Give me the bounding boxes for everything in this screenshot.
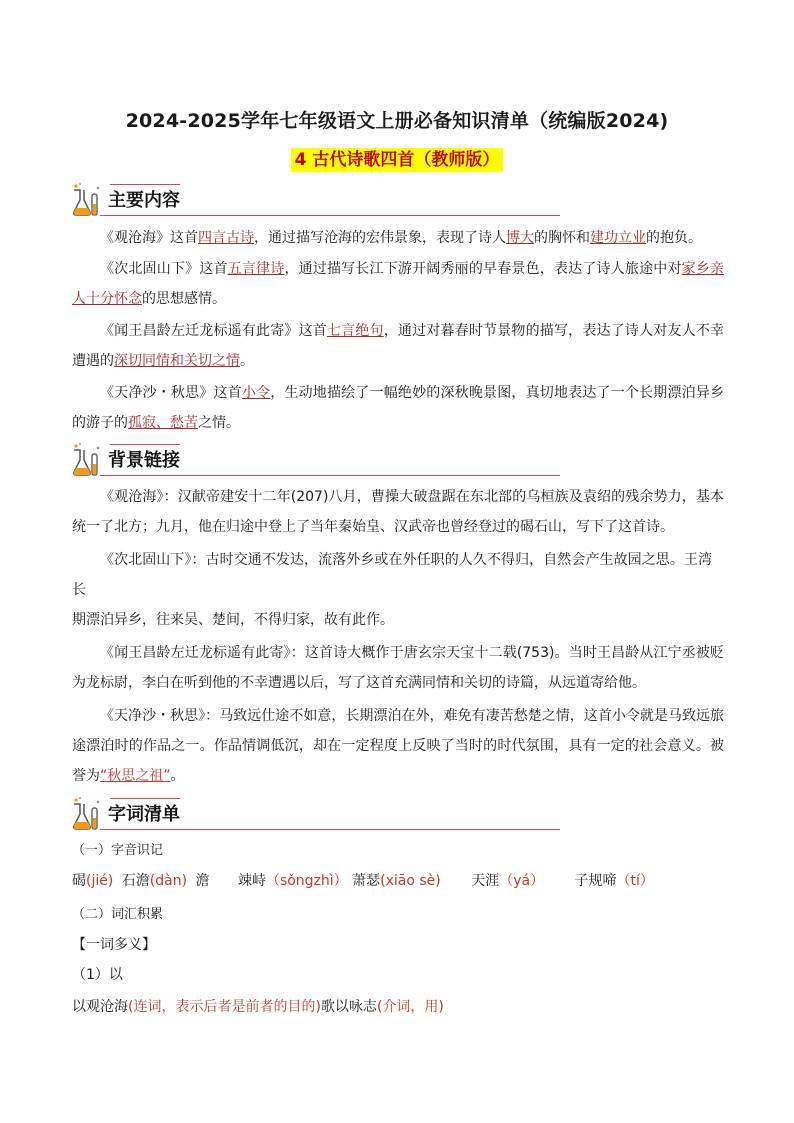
word: 澹 — [195, 873, 210, 889]
document-subtitle: 4 古代诗歌四首（教师版） — [291, 148, 504, 172]
text: 。 — [170, 768, 185, 784]
vocab-item — [352, 870, 441, 892]
background-paragraph-3: 《闻王昌龄左迁龙标遥有此寄》：这首诗大概作于唐玄宗天宝十二载(753)。当时王昌龄从江宁丞被贬为龙标尉，李白在听到他的不幸遭遇以后，写了这首充满同情和关切的诗篇，从远道寄给他。 — [72, 645, 724, 691]
subtitle-wrap — [0, 148, 794, 172]
text: ，生动地描绘了一幅绝妙的深秋晚景图，真切地表达了一个长期漂泊异乡的游子的 — [72, 385, 725, 431]
section-rule-top — [110, 444, 180, 445]
word: 竦峙 — [237, 873, 266, 889]
key-term: 小令 — [241, 385, 271, 401]
key-term: “秋思之祖” — [100, 768, 171, 784]
word: 子规啼 — [574, 873, 617, 889]
example-text: 歌以咏志 — [320, 999, 377, 1015]
section-rule — [100, 215, 560, 216]
key-term: 五言律诗 — [227, 261, 285, 277]
polysemy-word: （1）以 — [72, 967, 123, 983]
vocab-item — [471, 870, 544, 892]
polysemy-example — [72, 996, 444, 1018]
pinyin: (xiāo sè) — [380, 873, 441, 889]
section-rule — [100, 829, 560, 830]
vocab-item — [575, 870, 654, 892]
pinyin: (jié) — [86, 873, 114, 889]
vocab-item — [196, 870, 210, 892]
section-header-main — [70, 182, 560, 218]
flask-icon — [70, 442, 104, 478]
summary-paragraph-1 — [72, 223, 724, 253]
subheading-polysemy: 【一词多义】 — [72, 937, 156, 953]
text: 的思想感情。 — [142, 291, 226, 307]
text: ，通过描写沧海的宏伟景象，表现了诗人 — [254, 230, 506, 246]
flask-icon — [70, 182, 104, 218]
text: 的抱负。 — [646, 230, 702, 246]
vocab-item — [72, 870, 113, 892]
flask-icon — [70, 796, 104, 832]
section-rule — [100, 475, 560, 476]
background-paragraph-2-cont: 期漂泊异乡，往来吴、楚间，不得归家，故有此作。 — [72, 612, 394, 628]
key-term: 四言古诗 — [198, 230, 254, 246]
text: 《天净沙・秋思》：马致远仕途不如意，长期漂泊在外，难免有凄苦愁楚之情，这首小令就是马致远旅途漂泊时的作品之一。作品情调低沉，却在一定程度上反映了当时的时代氛围，具有一定的社会意义。被誉为 — [72, 708, 724, 784]
example-text: 以观沧海 — [72, 999, 128, 1015]
text: ，通过对暮春时节景物的描写，表达了诗人对友人不幸遭遇的 — [72, 323, 725, 369]
text: 《天净沙・秋思》这首 — [100, 385, 242, 401]
section-title-main: 主要内容 — [108, 190, 180, 211]
key-term: 博大 — [506, 230, 534, 246]
pinyin: (dàn) — [149, 873, 188, 889]
background-paragraph-1: 《观沧海》：汉献帝建安十二年(207)八月，曹操大破盘踞在东北部的乌桓族及袁绍的残余势力，基本统一了北方；九月，他在归途中登上了当年秦始皇、汉武帝也曾经登过的碣石山，写下了这首诗。 — [72, 489, 724, 535]
word: 碣 — [72, 873, 86, 889]
background-paragraph-4 — [72, 701, 724, 791]
summary-paragraph-3 — [72, 316, 724, 376]
section-title-vocab: 字词清单 — [108, 804, 180, 825]
key-term: 建功立业 — [590, 230, 646, 246]
section-title-background: 背景链接 — [108, 450, 180, 471]
text: 《观沧海》这首 — [100, 230, 198, 246]
example-note: (连词，表示后者是前者的目的) — [128, 999, 321, 1015]
text: 。 — [240, 353, 254, 369]
section-rule-top — [110, 184, 180, 185]
vocab-item — [238, 870, 348, 892]
pronunciation-row — [72, 870, 654, 892]
key-term: 深切同情和关切之情 — [114, 353, 240, 369]
key-term: 孤寂、愁苦 — [128, 415, 198, 431]
document-title: 2024-2025学年七年级语文上册必备知识清单（统编版2024) — [125, 110, 669, 132]
summary-paragraph-2 — [72, 254, 724, 314]
example-note: (介词，用) — [376, 999, 444, 1015]
word: 萧瑟 — [352, 873, 381, 889]
text: 的胸怀和 — [534, 230, 590, 246]
text: 《闻王昌龄左迁龙标遥有此寄》这首 — [100, 323, 327, 339]
pinyin: （yá） — [499, 873, 545, 889]
section-header-vocab — [70, 796, 560, 832]
key-term: 七言绝句 — [326, 323, 384, 339]
text: 《次北固山下》这首 — [100, 261, 228, 277]
section-header-background — [70, 442, 560, 478]
word: 石澹 — [121, 873, 150, 889]
background-paragraph-2: 《次北固山下》：古时交通不发达，流落外乡或在外任职的人久不得归，自然会产生故园之思。王湾长 — [72, 552, 712, 598]
subheading-vocabulary: （二）词汇积累 — [72, 907, 164, 922]
vocab-item — [122, 870, 187, 892]
section-rule-top — [110, 798, 180, 799]
text: ，通过描写长江下游开阔秀丽的早春景色，表达了诗人旅途中对 — [284, 261, 682, 277]
summary-paragraph-4 — [72, 378, 724, 438]
text: 之情。 — [198, 415, 240, 431]
key-term: 家乡亲人十分怀念 — [72, 261, 725, 307]
word: 天涯 — [471, 873, 500, 889]
pinyin: （tí） — [616, 873, 654, 889]
pinyin: （sǒngzhì） — [265, 873, 348, 889]
subheading-pronunciation: （一）字音识记 — [72, 843, 164, 858]
